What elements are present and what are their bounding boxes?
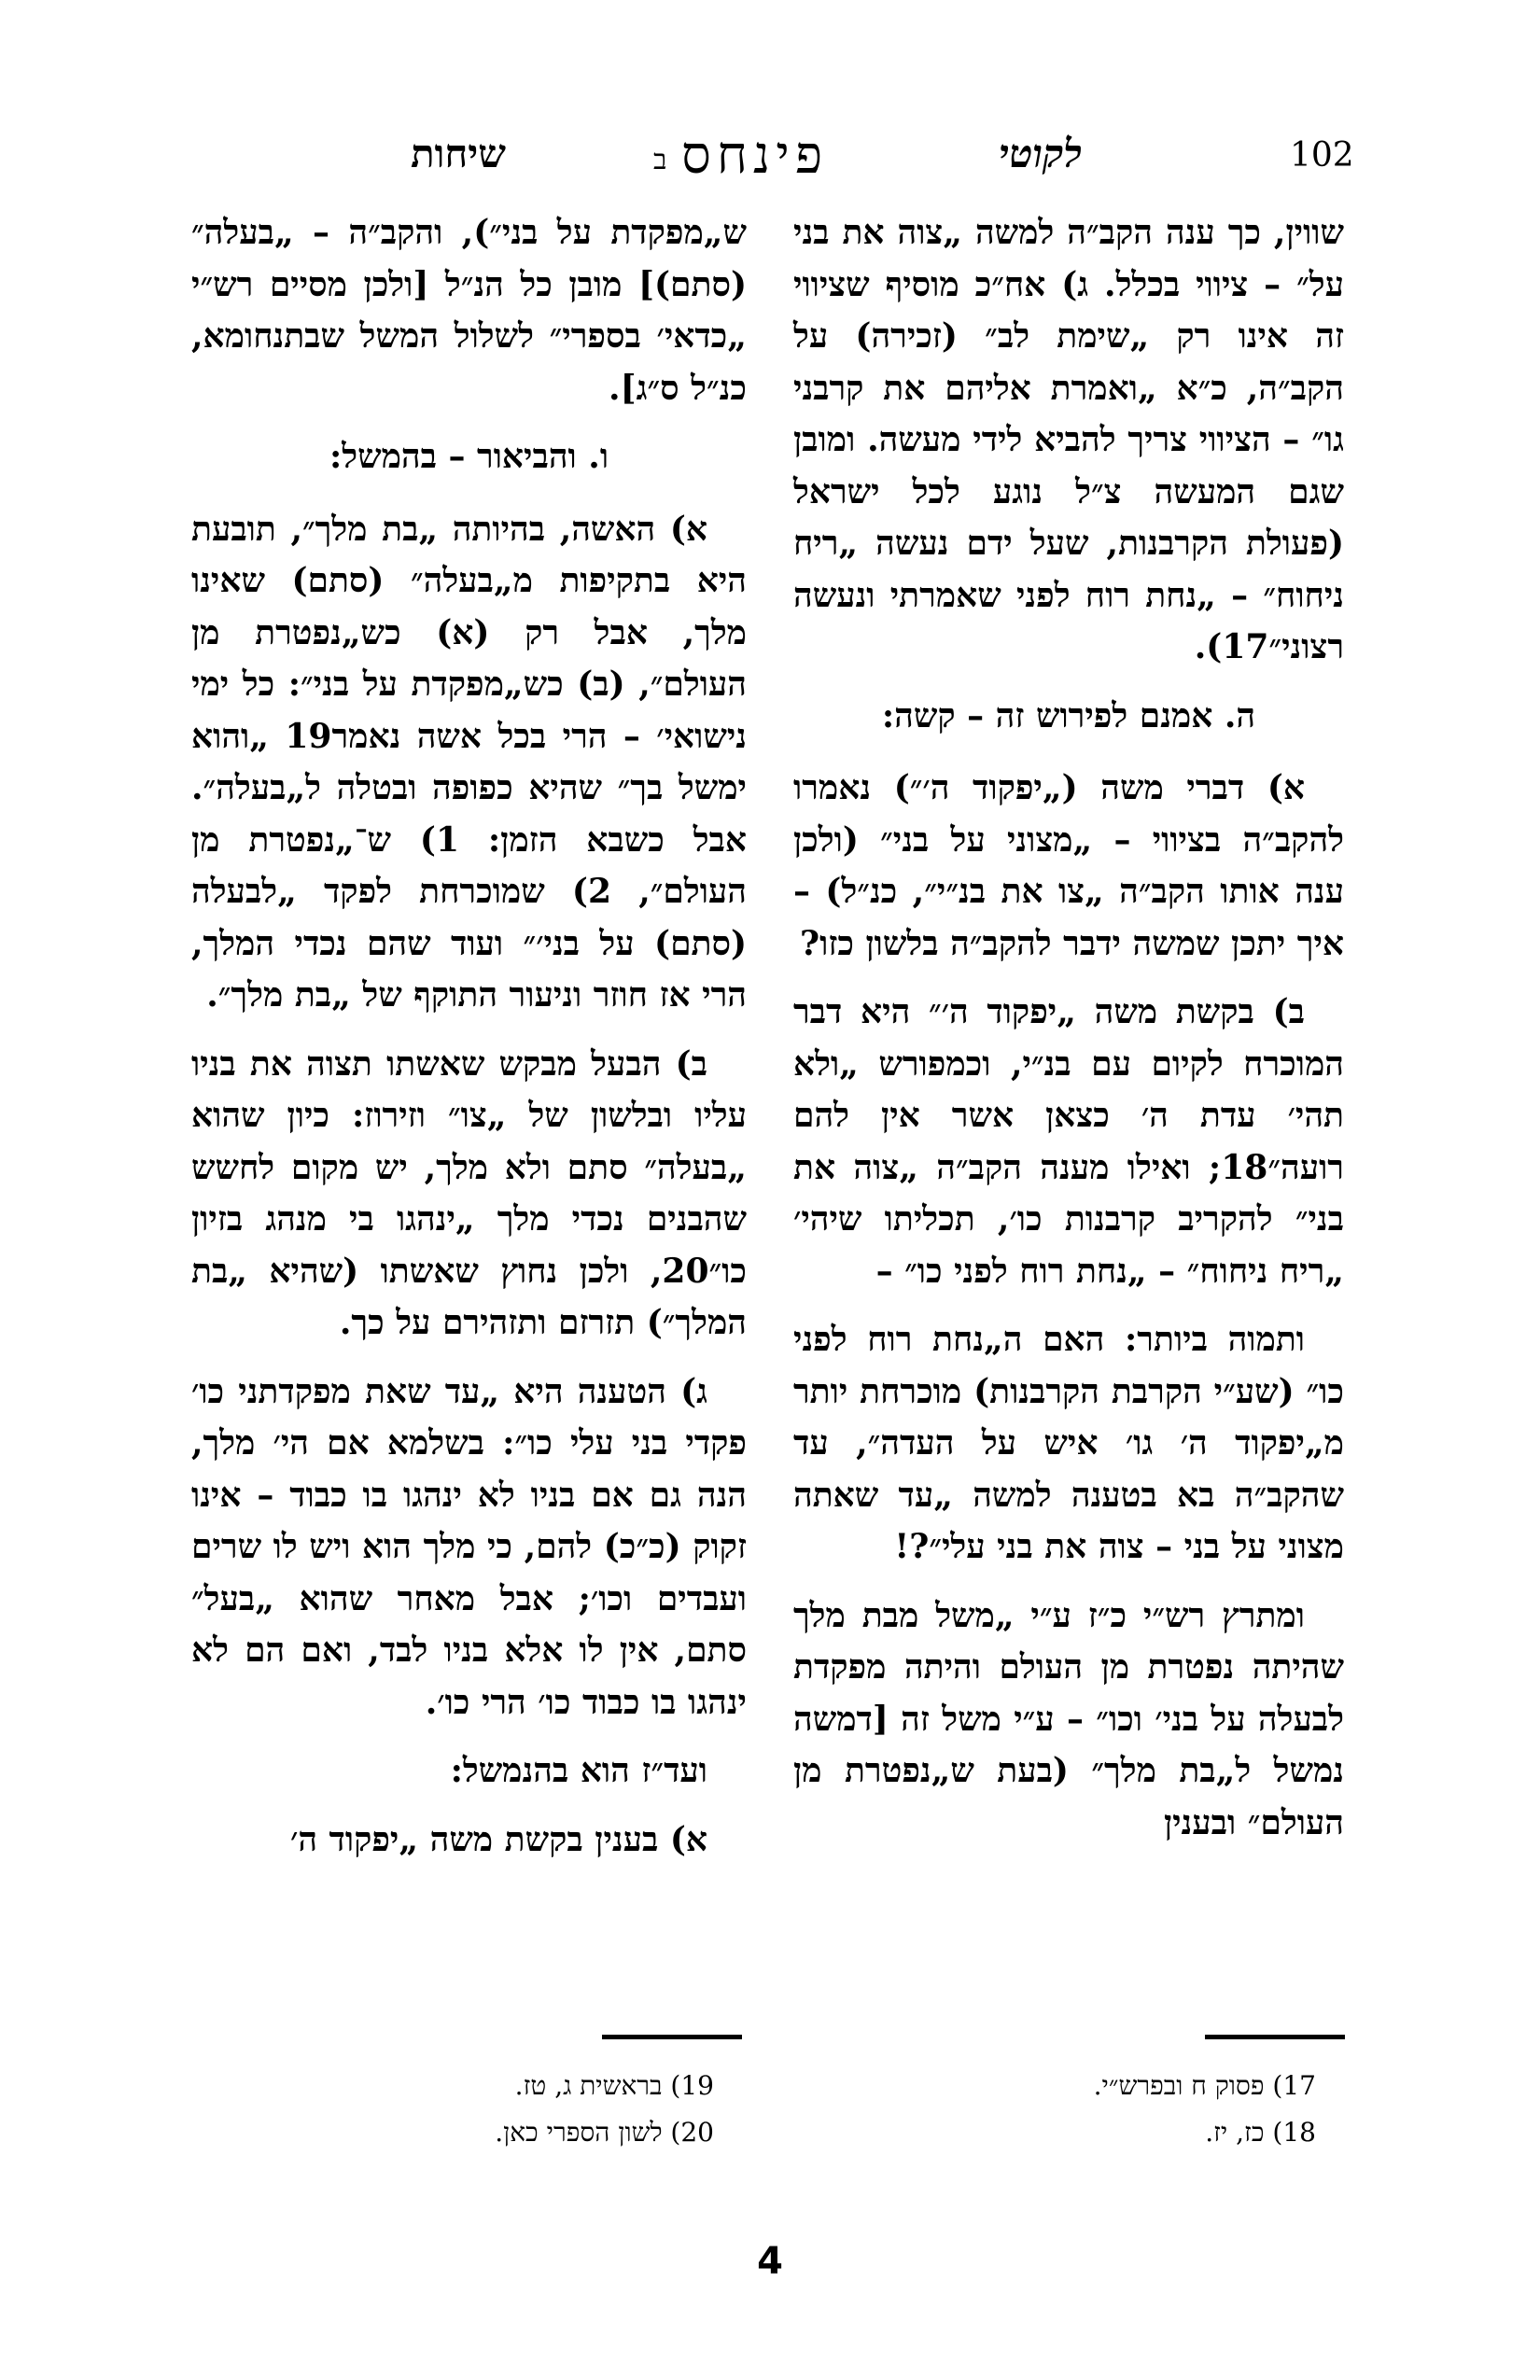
section-heading: ה. אמנם לפירוש זה – קשה: bbox=[881, 695, 1256, 735]
paragraph: ג) הטענה היא „עד שאת מפקדתני כו׳ פקדי בני עלי כו״: בשלמא אם הי׳ מלך, הנה גם אם בניו לא ינהגו בו כבוד – אינו זקוק (כ״כ) להם, כי מלך הוא ויש לו שרים ועבדים וכו׳; אבל מאחר שהוא „בעל״ סתם, אין לו אלא בניו לבד, ואם הם לא ינהגו בו כבוד כו׳ הרי כו׳. bbox=[191, 1371, 747, 1722]
paragraph: א) בענין בקשת משה „יפקוד ה׳ bbox=[290, 1819, 707, 1859]
paragraph: ועד״ז הוא בהנמשל: bbox=[450, 1751, 707, 1790]
paragraph: ש„מפקדת על בני״), והקב״ה – „בעלה״ (סתם)] מובן כל הנ״ל [ולכן מסיים רש״י „כדאי׳ בספרי״ לשלול המשל שבתנחומא, כנ״ל ס״ג]. bbox=[191, 213, 747, 408]
footnotes-right bbox=[793, 2063, 1316, 2156]
footnote: 20) לשון הספרי כאן. bbox=[495, 2117, 714, 2148]
running-header bbox=[411, 125, 1354, 187]
page-footer-number: 4 bbox=[757, 2240, 783, 2283]
footnote: 17) פסוק ח ובפרש״י. bbox=[1093, 2070, 1316, 2101]
header-parsha-sub: ב bbox=[653, 144, 667, 176]
header-page-number: 102 bbox=[1290, 136, 1354, 175]
footnote-divider bbox=[602, 2035, 742, 2039]
header-section-title: שיחות bbox=[411, 131, 506, 176]
footnotes-left bbox=[191, 2063, 714, 2156]
paragraph: שווין, כך ענה הקב״ה למשה „צוה את בני על״ – ציווי בכלל. ג) אח״כ מוסיף שציווי זה אינו רק „שימת לב״ (זכירה) על הקב״ה, כ״א „ואמרת אליהם את קרבני גו״ – הציווי צריך להביא לידי מעשה. ומובן שגם המעשה צ״ל נוגע לכל ישראל (פעולת הקרבנות, שעל ידם נעשה „ריח ניחוח״ – „נחת רוח לפני שאמרתי ונעשה רצוני״17). bbox=[793, 213, 1344, 666]
footnote-divider bbox=[1205, 2035, 1345, 2039]
paragraph: ותמוה ביותר: האם ה„נחת רוח לפני כו״ (שע״י הקרבת הקרבנות) מוכרחת יותר מ„יפקוד ה׳ גו׳ איש על העדה״, עד שהקב״ה בא בטענה למשה „עד שאתה מצוני על בני – צוה את בני עלי״?! bbox=[793, 1320, 1344, 1566]
paragraph: ב) בקשת משה „יפקוד ה׳״ היא דבר המוכרח לקיום עם בנ״י, וכמפורש „ולא תהי׳ עדת ה׳ כצאן אשר אין להם רועה״18; ואילו מענה הקב״ה „צוה את בני״ להקריב קרבנות כו׳, תכליתו שיהי׳ „ריח ניחוח״ – „נחת רוח לפני כו״ – bbox=[793, 992, 1344, 1291]
header-parsha-title: פינחס bbox=[681, 125, 829, 186]
paragraph: ומתרץ רש״י כ״ז ע״י „משל מבת מלך שהיתה נפטרת מן העולם והיתה מפקדת לבעלה על בני׳ וכו״ – ע״י משל זה [דמשה נמשל ל„בת מלך״ (בעת ש„נפטרת מן העולם״ ובענין bbox=[793, 1595, 1344, 1842]
text-column-right bbox=[793, 207, 1344, 1866]
section-heading: ו. והביאור – בהמשל: bbox=[329, 437, 609, 476]
footnote: 18) כז, יז. bbox=[1205, 2117, 1316, 2148]
paragraph: א) דברי משה („יפקוד ה׳״) נאמרו להקב״ה בציווי – „מצוני על בני״ (ולכן ענה אותו הקב״ה „צו את בנ״י״, כנ״ל) – איך יתכן שמשה ידבר להקב״ה בלשון כזו? bbox=[793, 768, 1344, 963]
text-column-left bbox=[191, 207, 747, 1883]
header-book-title: לקוטי bbox=[999, 131, 1083, 176]
footnote: 19) בראשית ג, טז. bbox=[514, 2070, 714, 2101]
paragraph: ב) הבעל מבקש שאשתו תצוה את בניו עליו ובלשון של „צו״ וזירוז: כיון שהוא „בעלה״ סתם ולא מלך, יש מקום לחשש שהבנים נכדי מלך „ינהגו בי מנהג בזיון כו״20, ולכן נחוץ שאשתו (שהיא „בת המלך״) תזרזם ותזהירם על כך. bbox=[191, 1043, 747, 1342]
paragraph: א) האשה, בהיותה „בת מלך״, תובעת היא בתקיפות מ„בעלה״ (סתם) שאינו מלך, אבל רק (א) כש„נפטרת מן העולם״, (ב) כש„מפקדת על בני״: כל ימי נישואי׳ – הרי בכל אשה נאמר19 „והוא ימשל בך״ שהיא כפופה ובטלה ל„בעלה״. אבל כשבא הזמן: 1) ש־„נפטרת מן העולם״, 2) שמוכרחת לפקד „לבעלה (סתם) על בני׳״ ועוד שהם נכדי המלך, הרי אז חוזר וניעור התוקף של „בת מלך״. bbox=[191, 509, 747, 1015]
